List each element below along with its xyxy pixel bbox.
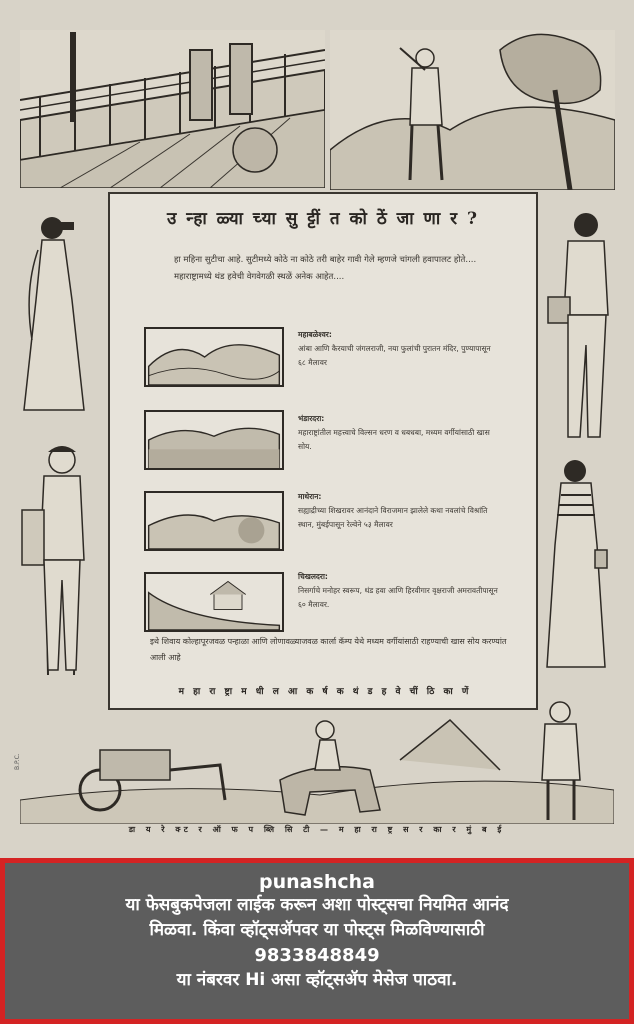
destination-item: [298, 490, 498, 532]
destination-desc: महाराष्ट्रांतील महत्त्वाचे विल्सन धरण व धबधबा, मध्यम वर्गीयांसाठी खास सोय.: [298, 428, 490, 451]
info-panel: [108, 192, 538, 710]
intro-text: हा महिना सुटीचा आहे. सुटीमध्ये कोठे ना कोठे तरी बाहेर गावी गेले म्हणजे चांगली हवापालट होते.... महाराष्ट्रामध्ये थंड हवेची वेगवेगळी स्थळें अनेक आहेत....: [174, 255, 477, 282]
banner-phone: 9833848849: [254, 945, 380, 966]
banner-line-1: या फेसबुकपेजला लाईक करून अशा पोस्ट्सचा नियमित आनंद: [125, 895, 509, 915]
woman-binoculars-illustration: [14, 210, 94, 415]
hill-man-illustration: [330, 30, 615, 190]
publisher-line: डा य रे क्ट र ऑ फ प ब्लि सि टी — म हा रा ष्ट्र स र का र मुं ब ई: [128, 825, 506, 834]
poster-title: उ न्हा ळ्या च्या सु ट्टीं त को ठें जा णा र ?: [167, 209, 479, 229]
dam-illustration: [20, 30, 325, 188]
man-camera-illustration: [538, 205, 618, 445]
artist-credit: B.P.C.: [14, 753, 21, 770]
banner-line-3: या नंबरवर Hi असा व्हॉट्सॲप मेसेज पाठवा.: [176, 970, 458, 990]
bottom-scene-illustration: [20, 700, 614, 824]
bhandardara-image: [144, 410, 284, 470]
banner-line-2: मिळवा. किंवा व्हॉट्सॲपवर या पोस्ट्स मिळविण्यासाठी: [149, 920, 485, 940]
destination-name: माथेरान:: [298, 492, 322, 501]
destination-name: भंडारदरा:: [298, 414, 325, 423]
destination-desc: निसर्गाचे मनोहर स्वरूप, थंड हवा आणि हिरवीगार वृक्षराजी अमरावतीपासून ६० मैलावर.: [298, 586, 498, 609]
man-book-illustration: [18, 440, 102, 685]
destination-item: [298, 412, 498, 454]
destination-item: [298, 570, 498, 612]
destination-name: चिखलदरा:: [298, 572, 328, 581]
banner-brand: punashcha: [259, 871, 375, 893]
promo-banner: [0, 858, 634, 1024]
destination-item: [298, 328, 498, 370]
matheran-image: [144, 491, 284, 551]
destination-desc: सह्याद्रीच्या शिखरावर आनंदाने विराजमान झालेले कथा नवलांचे विश्रांति स्थान, मुंबईपासून रेल्वेने ५३ मैलावर: [298, 506, 488, 529]
destination-name: महाबळेश्वर:: [298, 330, 332, 339]
mahabaleshwar-image: [144, 327, 284, 387]
chikhaldara-image: [144, 572, 284, 632]
woman-right-illustration: [535, 455, 620, 675]
destination-desc: आंबा आणि कैरयाची जंगलराजी, नया फुलांची पुरातन मंदिर, पुण्यापासून ६८ मैलावर: [298, 344, 491, 367]
slogan: म हा रा ष्ट्रा म धी ल आ क र्ष क थं ड ह वे चीं ठि का णें: [178, 687, 472, 697]
additional-info: इथे शिवाय कोल्हापूरजवळ पन्हाळा आणि लोणावळ्याजवळ कार्ला कॅम्प येथे मध्यम वर्गीयांसाठी राहण्याची खास सोय करण्यांत आली आहे: [150, 637, 507, 662]
